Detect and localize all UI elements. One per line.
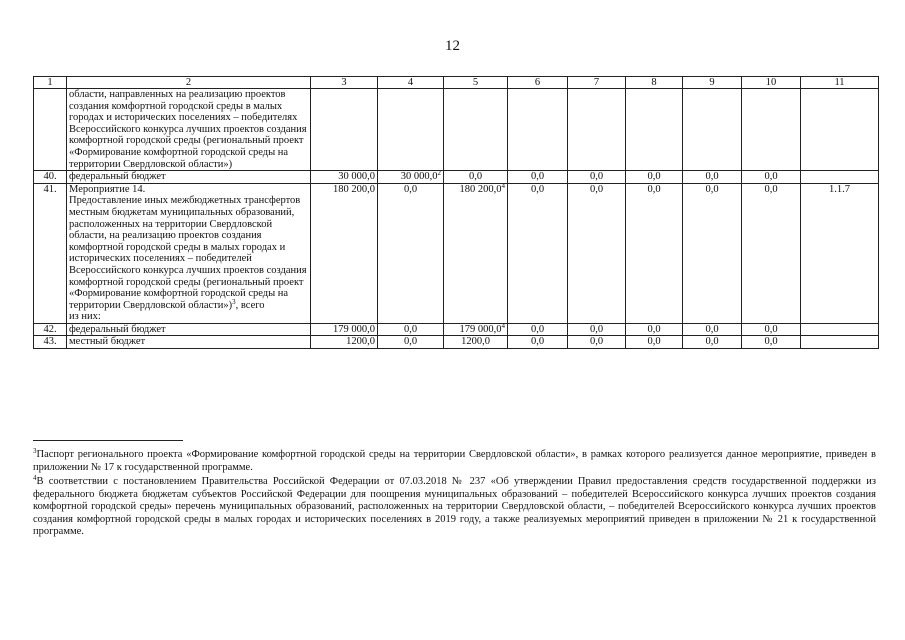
row-number: 43.: [34, 336, 67, 349]
cell-col10: 0,0: [742, 183, 801, 323]
cell-col9: 0,0: [683, 171, 742, 184]
cell-col3: [311, 89, 378, 171]
col-header: 9: [683, 77, 742, 89]
cell-col4: 0,0: [378, 323, 444, 336]
footnote-ref: 4: [501, 323, 505, 330]
footnote-divider: [33, 440, 183, 441]
cell-col5: [444, 323, 508, 336]
cell-col11: [801, 336, 879, 349]
measure-description: Предоставление иных межбюджетных трансфертов местным бюджетам муниципальных образований, расположенных на территории Свердловской области, на реализацию проектов создания комфортной городской среды в малых городах и исторических поселениях – победителей Всероссийского конкурса лучших проектов создания комфортной городской среды (региональный проект «Формирование комфортной городской среды на территории Свердловской области»): [69, 195, 307, 311]
col-header: 3: [311, 77, 378, 89]
cell-col5: [444, 183, 508, 323]
cell-col8: 0,0: [626, 183, 683, 323]
table-row: [34, 171, 879, 184]
footnote: [33, 449, 876, 474]
col-header: 10: [742, 77, 801, 89]
page-number: 12: [445, 38, 460, 54]
cell-col9: 0,0: [683, 336, 742, 349]
col-header: 11: [801, 77, 879, 89]
table-row: [34, 183, 879, 323]
column-number-row: [34, 77, 879, 89]
footnote-ref: 4: [501, 183, 505, 190]
cell-col6: 0,0: [508, 336, 568, 349]
cell-col10: 0,0: [742, 323, 801, 336]
cell-col7: [568, 89, 626, 171]
cell-col3: 179 000,0: [311, 323, 378, 336]
cell-col10: 0,0: [742, 171, 801, 184]
col-header: 7: [568, 77, 626, 89]
cell-col7: 0,0: [568, 183, 626, 323]
measure-title: Мероприятие 14.: [69, 183, 146, 195]
cell-col10: 0,0: [742, 336, 801, 349]
row-name: местный бюджет: [67, 336, 311, 349]
cell-col6: [508, 89, 568, 171]
footnote-mark: 3: [33, 447, 37, 455]
cell-col5: 0,0: [444, 171, 508, 184]
col-header: 5: [444, 77, 508, 89]
col-header: 6: [508, 77, 568, 89]
row-number: 41.: [34, 183, 67, 323]
cell-col11: 1.1.7: [801, 183, 879, 323]
cell-col10: [742, 89, 801, 171]
cell-col4: [378, 89, 444, 171]
cell-col7: 0,0: [568, 336, 626, 349]
footnote-text: Паспорт регионального проекта «Формирование комфортной городской среды на территории Свердловской области», в рамках которого реализуется данное мероприятие, приведен в приложении № 17 к государственной программе.: [33, 449, 876, 473]
footnote-text: В соответствии с постановлением Правительства Российской Федерации от 07.03.2018 № 237 «Об утверждении Правил предоставления средств государственной поддержки из федерального бюджета бюджетам субъектов Российской Федерации для поощрения муниципальных образований – победителей Всероссийского конкурса лучших проектов создания комфортной городской среды» перечень муниципальных образований, расположенных на территории Свердловской области, – победителей Всероссийского конкурса лучших проектов создания комфортной городской среды в малых городах и исторических поселениях в 2019 году, а также реализуемых мероприятий приведен в приложении № 21 к государственной программе.: [33, 476, 876, 537]
row-number: 42.: [34, 323, 67, 336]
row-name: федеральный бюджет: [67, 323, 311, 336]
footnote-ref: 3: [232, 297, 236, 306]
footnote: [33, 476, 876, 539]
cell-col6: 0,0: [508, 323, 568, 336]
cell-col8: [626, 89, 683, 171]
cell-col6: 0,0: [508, 183, 568, 323]
col-header: 1: [34, 77, 67, 89]
cell-col7: 0,0: [568, 323, 626, 336]
footnote-ref: 2: [437, 170, 441, 178]
cell-col5: 1200,0: [444, 336, 508, 349]
cell-col3: 30 000,0: [311, 171, 378, 184]
cell-col4: 0,0: [378, 336, 444, 349]
col-header: 8: [626, 77, 683, 89]
cell-col8: 0,0: [626, 171, 683, 184]
table-row: [34, 89, 879, 171]
cell-col11: [801, 323, 879, 336]
row-name: области, направленных на реализацию проектов создания комфортной городской среды в малых городах и исторических поселениях – победителях Всероссийского конкурса лучших проектов создания комфортной городской среды (региональный проект «Формирование комфортной городской среды на территории Свердловской области»): [67, 89, 311, 171]
cell-col11: [801, 89, 879, 171]
cell-col8: 0,0: [626, 336, 683, 349]
cell-col5: [444, 89, 508, 171]
cell-col9: [683, 89, 742, 171]
table-row: [34, 336, 879, 349]
cell-col9: 0,0: [683, 183, 742, 323]
cell-col3: 1200,0: [311, 336, 378, 349]
cell-col9: 0,0: [683, 323, 742, 336]
row-name: [67, 183, 311, 323]
footnote-mark: 4: [33, 474, 37, 482]
cell-col8: 0,0: [626, 323, 683, 336]
measure-total-label: , всего: [235, 299, 265, 311]
cell-col6: 0,0: [508, 171, 568, 184]
cell-col4: [378, 171, 444, 184]
row-number: [34, 89, 67, 171]
row-number: 40.: [34, 171, 67, 184]
col-header: 4: [378, 77, 444, 89]
cell-value: 179 000,0: [459, 323, 502, 335]
cell-col11: [801, 171, 879, 184]
cell-col3: 180 200,0: [311, 183, 378, 323]
row-name: федеральный бюджет: [67, 171, 311, 184]
col-header: 2: [67, 77, 311, 89]
cell-col7: 0,0: [568, 171, 626, 184]
cell-value: 30 000,0: [400, 171, 438, 183]
cell-col4: 0,0: [378, 183, 444, 323]
cell-value: 180 200,0: [459, 183, 502, 195]
table-row: [34, 323, 879, 336]
budget-table: [33, 76, 879, 349]
measure-sub-label: из них:: [69, 311, 101, 323]
